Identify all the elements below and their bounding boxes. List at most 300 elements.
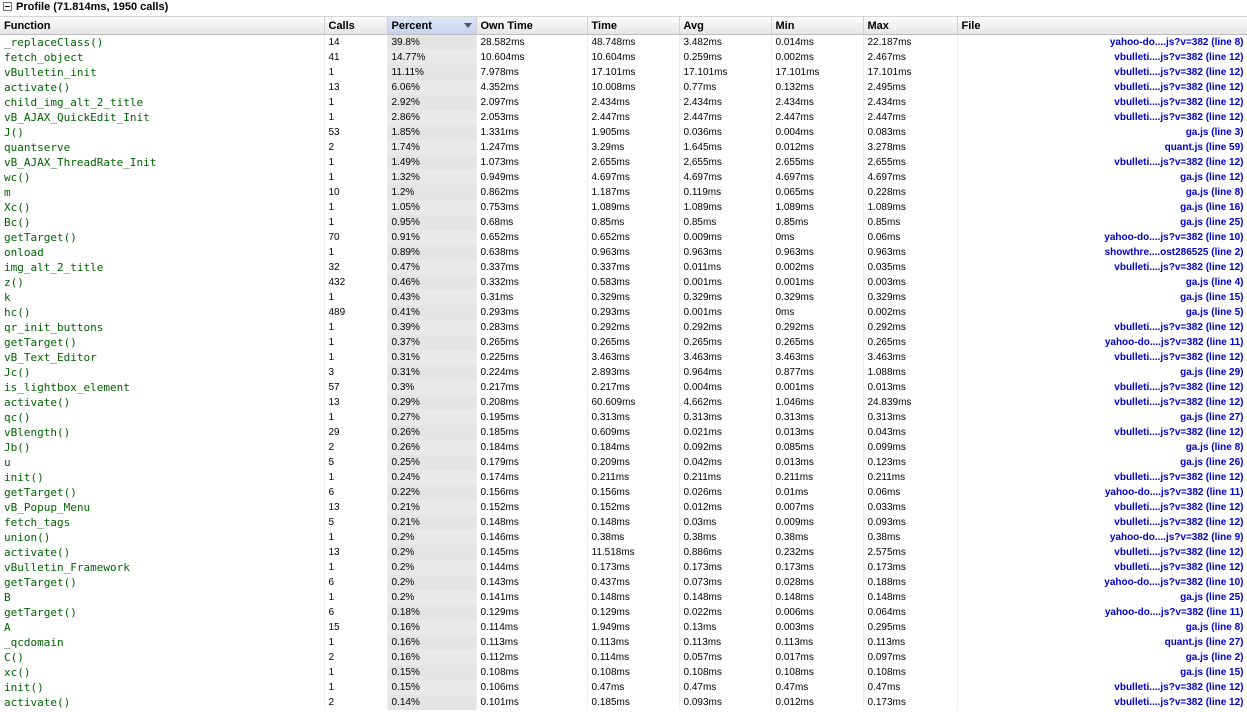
time-cell: 0.152ms — [587, 500, 679, 515]
table-row[interactable] — [0, 215, 1247, 230]
calls-cell: 1 — [324, 155, 387, 170]
file-link[interactable]: vbulleti....js?v=382 (line 12) — [957, 320, 1247, 335]
percent-cell: 0.2% — [387, 575, 476, 590]
calls-cell: 1 — [324, 335, 387, 350]
calls-cell: 13 — [324, 500, 387, 515]
calls-cell: 1 — [324, 95, 387, 110]
function-cell: activate() — [0, 395, 324, 410]
max-cell: 0.033ms — [863, 500, 957, 515]
percent-cell: 2.86% — [387, 110, 476, 125]
file-link[interactable]: quant.js (line 27) — [957, 635, 1247, 650]
file-link[interactable]: ga.js (line 29) — [957, 365, 1247, 380]
time-cell: 0.114ms — [587, 650, 679, 665]
percent-cell: 0.22% — [387, 485, 476, 500]
max-cell: 2.495ms — [863, 80, 957, 95]
function-cell: J() — [0, 125, 324, 140]
min-cell: 0.012ms — [771, 695, 863, 710]
table-row[interactable] — [0, 140, 1247, 155]
time-cell: 1.905ms — [587, 125, 679, 140]
calls-cell: 13 — [324, 545, 387, 560]
table-row[interactable] — [0, 155, 1247, 170]
own-time-cell: 0.265ms — [476, 335, 587, 350]
min-cell: 0.007ms — [771, 500, 863, 515]
own-time-cell: 1.247ms — [476, 140, 587, 155]
table-row[interactable] — [0, 95, 1247, 110]
min-cell: 0.002ms — [771, 260, 863, 275]
file-link[interactable]: vbulleti....js?v=382 (line 12) — [957, 560, 1247, 575]
calls-cell: 41 — [324, 50, 387, 65]
percent-cell: 6.06% — [387, 80, 476, 95]
file-link[interactable]: vbulleti....js?v=382 (line 12) — [957, 470, 1247, 485]
file-link[interactable]: vbulleti....js?v=382 (line 12) — [957, 155, 1247, 170]
own-time-cell: 10.604ms — [476, 50, 587, 65]
column-header-min[interactable]: Min — [771, 17, 863, 35]
table-row[interactable] — [0, 35, 1247, 51]
max-cell: 0.211ms — [863, 470, 957, 485]
file-link[interactable]: ga.js (line 25) — [957, 215, 1247, 230]
table-row[interactable] — [0, 650, 1247, 665]
max-cell: 2.447ms — [863, 110, 957, 125]
table-row[interactable] — [0, 500, 1247, 515]
function-cell: getTarget() — [0, 230, 324, 245]
table-row[interactable] — [0, 530, 1247, 545]
calls-cell: 5 — [324, 455, 387, 470]
percent-cell: 0.39% — [387, 320, 476, 335]
file-link[interactable]: ga.js (line 5) — [957, 305, 1247, 320]
table-row[interactable] — [0, 575, 1247, 590]
time-cell: 0.108ms — [587, 665, 679, 680]
table-row[interactable] — [0, 395, 1247, 410]
function-cell: wc() — [0, 170, 324, 185]
calls-cell: 13 — [324, 80, 387, 95]
own-time-cell: 0.144ms — [476, 560, 587, 575]
avg-cell: 1.089ms — [679, 200, 771, 215]
calls-cell: 1 — [324, 290, 387, 305]
file-link[interactable]: yahoo-do....js?v=382 (line 11) — [957, 335, 1247, 350]
time-cell: 0.184ms — [587, 440, 679, 455]
file-link[interactable]: ga.js (line 4) — [957, 275, 1247, 290]
own-time-cell: 0.862ms — [476, 185, 587, 200]
own-time-cell: 0.108ms — [476, 665, 587, 680]
max-cell: 0.188ms — [863, 575, 957, 590]
min-cell: 0.113ms — [771, 635, 863, 650]
time-cell: 2.447ms — [587, 110, 679, 125]
file-link[interactable]: ga.js (line 15) — [957, 290, 1247, 305]
table-row[interactable] — [0, 665, 1247, 680]
max-cell: 0.173ms — [863, 560, 957, 575]
file-link[interactable]: vbulleti....js?v=382 (line 12) — [957, 395, 1247, 410]
percent-cell: 0.18% — [387, 605, 476, 620]
file-link[interactable]: yahoo-do....js?v=382 (line 10) — [957, 230, 1247, 245]
file-link[interactable]: vbulleti....js?v=382 (line 12) — [957, 260, 1247, 275]
table-row[interactable] — [0, 545, 1247, 560]
table-row[interactable] — [0, 365, 1247, 380]
avg-cell: 0.001ms — [679, 305, 771, 320]
time-cell: 3.463ms — [587, 350, 679, 365]
min-cell: 0.003ms — [771, 620, 863, 635]
time-cell: 0.156ms — [587, 485, 679, 500]
column-header-calls[interactable]: Calls — [324, 17, 387, 35]
file-link[interactable]: ga.js (line 26) — [957, 455, 1247, 470]
time-cell: 0.652ms — [587, 230, 679, 245]
calls-cell: 1 — [324, 170, 387, 185]
function-cell: getTarget() — [0, 575, 324, 590]
file-link[interactable]: vbulleti....js?v=382 (line 12) — [957, 545, 1247, 560]
percent-cell: 11.11% — [387, 65, 476, 80]
table-row[interactable] — [0, 515, 1247, 530]
percent-cell: 0.41% — [387, 305, 476, 320]
avg-cell: 0.259ms — [679, 50, 771, 65]
own-time-cell: 0.195ms — [476, 410, 587, 425]
function-cell: init() — [0, 470, 324, 485]
function-cell: A — [0, 620, 324, 635]
file-link[interactable]: vbulleti....js?v=382 (line 12) — [957, 110, 1247, 125]
calls-cell: 1 — [324, 215, 387, 230]
own-time-cell: 2.097ms — [476, 95, 587, 110]
file-link[interactable]: vbulleti....js?v=382 (line 12) — [957, 695, 1247, 710]
percent-cell: 0.26% — [387, 425, 476, 440]
min-cell: 0.173ms — [771, 560, 863, 575]
max-cell: 0.148ms — [863, 590, 957, 605]
time-cell: 0.173ms — [587, 560, 679, 575]
own-time-cell: 0.141ms — [476, 590, 587, 605]
table-row[interactable] — [0, 380, 1247, 395]
time-cell: 0.292ms — [587, 320, 679, 335]
avg-cell: 4.697ms — [679, 170, 771, 185]
percent-cell: 1.85% — [387, 125, 476, 140]
function-cell: union() — [0, 530, 324, 545]
profile-table — [0, 17, 1247, 710]
function-cell: vB_Popup_Menu — [0, 500, 324, 515]
profile-title: Profile (71.814ms, 1950 calls) — [16, 1, 169, 13]
max-cell: 0.963ms — [863, 245, 957, 260]
time-cell: 4.697ms — [587, 170, 679, 185]
min-cell: 0.017ms — [771, 650, 863, 665]
min-cell: 0.108ms — [771, 665, 863, 680]
max-cell: 0.228ms — [863, 185, 957, 200]
column-header-function[interactable]: Function — [0, 17, 324, 35]
own-time-cell: 0.156ms — [476, 485, 587, 500]
time-cell: 60.609ms — [587, 395, 679, 410]
calls-cell: 1 — [324, 200, 387, 215]
file-link[interactable]: vbulleti....js?v=382 (line 12) — [957, 80, 1247, 95]
collapse-toggle-icon[interactable] — [3, 2, 12, 11]
function-cell: hc() — [0, 305, 324, 320]
table-row[interactable] — [0, 410, 1247, 425]
max-cell: 0.003ms — [863, 275, 957, 290]
max-cell: 2.467ms — [863, 50, 957, 65]
file-link[interactable]: yahoo-do....js?v=382 (line 10) — [957, 575, 1247, 590]
own-time-cell: 0.129ms — [476, 605, 587, 620]
file-link[interactable]: vbulleti....js?v=382 (line 12) — [957, 350, 1247, 365]
table-row[interactable] — [0, 455, 1247, 470]
max-cell: 0.173ms — [863, 695, 957, 710]
min-cell: 0.211ms — [771, 470, 863, 485]
file-link[interactable]: yahoo-do....js?v=382 (line 8) — [957, 35, 1247, 51]
percent-cell: 0.16% — [387, 620, 476, 635]
calls-cell: 489 — [324, 305, 387, 320]
max-cell: 1.088ms — [863, 365, 957, 380]
table-row[interactable] — [0, 110, 1247, 125]
time-cell: 48.748ms — [587, 35, 679, 51]
time-cell: 0.217ms — [587, 380, 679, 395]
percent-cell: 0.26% — [387, 440, 476, 455]
function-cell: vB_Text_Editor — [0, 350, 324, 365]
avg-cell: 0.265ms — [679, 335, 771, 350]
table-row[interactable] — [0, 605, 1247, 620]
column-header-time[interactable]: Time — [587, 17, 679, 35]
file-link[interactable]: ga.js (line 15) — [957, 665, 1247, 680]
max-cell: 22.187ms — [863, 35, 957, 51]
table-row[interactable] — [0, 320, 1247, 335]
function-cell: Jb() — [0, 440, 324, 455]
own-time-cell: 0.31ms — [476, 290, 587, 305]
min-cell: 0.013ms — [771, 455, 863, 470]
percent-cell: 0.46% — [387, 275, 476, 290]
file-link[interactable]: ga.js (line 3) — [957, 125, 1247, 140]
table-row[interactable] — [0, 560, 1247, 575]
avg-cell: 0.022ms — [679, 605, 771, 620]
table-row[interactable] — [0, 680, 1247, 695]
table-row[interactable] — [0, 230, 1247, 245]
percent-cell: 0.2% — [387, 530, 476, 545]
time-cell: 0.313ms — [587, 410, 679, 425]
min-cell: 0.292ms — [771, 320, 863, 335]
function-cell: C() — [0, 650, 324, 665]
profile-header — [0, 0, 1247, 17]
calls-cell: 2 — [324, 440, 387, 455]
calls-cell: 1 — [324, 560, 387, 575]
table-row[interactable] — [0, 50, 1247, 65]
calls-cell: 1 — [324, 635, 387, 650]
own-time-cell: 0.337ms — [476, 260, 587, 275]
file-link[interactable]: quant.js (line 59) — [957, 140, 1247, 155]
file-link[interactable]: vbulleti....js?v=382 (line 12) — [957, 95, 1247, 110]
table-row[interactable] — [0, 695, 1247, 710]
max-cell: 1.089ms — [863, 200, 957, 215]
file-link[interactable]: showthre....ost286525 (line 2) — [957, 245, 1247, 260]
calls-cell: 13 — [324, 395, 387, 410]
table-row[interactable] — [0, 65, 1247, 80]
file-link[interactable]: ga.js (line 12) — [957, 170, 1247, 185]
max-cell: 3.463ms — [863, 350, 957, 365]
max-cell: 0.064ms — [863, 605, 957, 620]
max-cell: 0.47ms — [863, 680, 957, 695]
table-row[interactable] — [0, 620, 1247, 635]
file-link[interactable]: ga.js (line 25) — [957, 590, 1247, 605]
avg-cell: 0.85ms — [679, 215, 771, 230]
calls-cell: 432 — [324, 275, 387, 290]
max-cell: 0.097ms — [863, 650, 957, 665]
calls-cell: 1 — [324, 530, 387, 545]
table-row[interactable] — [0, 80, 1247, 95]
avg-cell: 2.655ms — [679, 155, 771, 170]
function-cell: getTarget() — [0, 335, 324, 350]
avg-cell: 0.292ms — [679, 320, 771, 335]
file-link[interactable]: ga.js (line 27) — [957, 410, 1247, 425]
table-row[interactable] — [0, 350, 1247, 365]
min-cell: 0.065ms — [771, 185, 863, 200]
column-header-row — [0, 17, 1247, 35]
time-cell: 10.604ms — [587, 50, 679, 65]
function-cell: activate() — [0, 695, 324, 710]
table-row[interactable] — [0, 260, 1247, 275]
function-cell: xc() — [0, 665, 324, 680]
file-link[interactable]: vbulleti....js?v=382 (line 12) — [957, 500, 1247, 515]
min-cell: 0.963ms — [771, 245, 863, 260]
percent-cell: 1.32% — [387, 170, 476, 185]
time-cell: 0.209ms — [587, 455, 679, 470]
avg-cell: 0.47ms — [679, 680, 771, 695]
max-cell: 0.295ms — [863, 620, 957, 635]
file-link[interactable]: ga.js (line 8) — [957, 185, 1247, 200]
table-row[interactable] — [0, 125, 1247, 140]
percent-cell: 0.24% — [387, 470, 476, 485]
own-time-cell: 1.073ms — [476, 155, 587, 170]
file-link[interactable]: vbulleti....js?v=382 (line 12) — [957, 380, 1247, 395]
table-row[interactable] — [0, 170, 1247, 185]
own-time-cell: 0.174ms — [476, 470, 587, 485]
calls-cell: 2 — [324, 650, 387, 665]
min-cell: 0.085ms — [771, 440, 863, 455]
column-header-avg[interactable]: Avg — [679, 17, 771, 35]
function-cell: activate() — [0, 80, 324, 95]
time-cell: 0.148ms — [587, 590, 679, 605]
file-link[interactable]: ga.js (line 8) — [957, 440, 1247, 455]
max-cell: 3.278ms — [863, 140, 957, 155]
calls-cell: 1 — [324, 110, 387, 125]
function-cell: vBulletin_Framework — [0, 560, 324, 575]
file-link[interactable]: yahoo-do....js?v=382 (line 11) — [957, 605, 1247, 620]
max-cell: 0.06ms — [863, 230, 957, 245]
own-time-cell: 0.225ms — [476, 350, 587, 365]
function-cell: child_img_alt_2_title — [0, 95, 324, 110]
table-row[interactable] — [0, 245, 1247, 260]
own-time-cell: 28.582ms — [476, 35, 587, 51]
time-cell: 10.008ms — [587, 80, 679, 95]
time-cell: 0.293ms — [587, 305, 679, 320]
table-row[interactable] — [0, 185, 1247, 200]
file-link[interactable]: ga.js (line 16) — [957, 200, 1247, 215]
percent-cell: 14.77% — [387, 50, 476, 65]
table-row[interactable] — [0, 485, 1247, 500]
own-time-cell: 0.753ms — [476, 200, 587, 215]
function-cell: B — [0, 590, 324, 605]
min-cell: 0.47ms — [771, 680, 863, 695]
file-link[interactable]: vbulleti....js?v=382 (line 12) — [957, 425, 1247, 440]
max-cell: 0.113ms — [863, 635, 957, 650]
table-row[interactable] — [0, 305, 1247, 320]
function-cell: _replaceClass() — [0, 35, 324, 51]
percent-cell: 0.31% — [387, 350, 476, 365]
avg-cell: 2.447ms — [679, 110, 771, 125]
column-header-percent[interactable] — [387, 17, 476, 35]
time-cell: 0.329ms — [587, 290, 679, 305]
table-row[interactable] — [0, 200, 1247, 215]
own-time-cell: 0.293ms — [476, 305, 587, 320]
calls-cell: 70 — [324, 230, 387, 245]
column-header-max[interactable]: Max — [863, 17, 957, 35]
time-cell: 0.337ms — [587, 260, 679, 275]
table-row[interactable] — [0, 635, 1247, 650]
calls-cell: 1 — [324, 350, 387, 365]
percent-cell: 1.49% — [387, 155, 476, 170]
min-cell: 0.38ms — [771, 530, 863, 545]
own-time-cell: 1.331ms — [476, 125, 587, 140]
function-cell: u — [0, 455, 324, 470]
percent-cell: 0.15% — [387, 680, 476, 695]
max-cell: 0.329ms — [863, 290, 957, 305]
avg-cell: 0.001ms — [679, 275, 771, 290]
calls-cell: 29 — [324, 425, 387, 440]
percent-cell: 0.43% — [387, 290, 476, 305]
own-time-cell: 0.112ms — [476, 650, 587, 665]
avg-cell: 2.434ms — [679, 95, 771, 110]
table-row[interactable] — [0, 470, 1247, 485]
percent-cell: 0.25% — [387, 455, 476, 470]
function-cell: activate() — [0, 545, 324, 560]
min-cell: 0.148ms — [771, 590, 863, 605]
time-cell: 3.29ms — [587, 140, 679, 155]
avg-cell: 0.113ms — [679, 635, 771, 650]
table-row[interactable] — [0, 275, 1247, 290]
min-cell: 0.265ms — [771, 335, 863, 350]
own-time-cell: 0.152ms — [476, 500, 587, 515]
file-link[interactable]: yahoo-do....js?v=382 (line 11) — [957, 485, 1247, 500]
percent-cell: 0.16% — [387, 635, 476, 650]
own-time-cell: 0.114ms — [476, 620, 587, 635]
own-time-cell: 0.68ms — [476, 215, 587, 230]
function-cell: img_alt_2_title — [0, 260, 324, 275]
own-time-cell: 0.145ms — [476, 545, 587, 560]
file-link[interactable]: vbulleti....js?v=382 (line 12) — [957, 50, 1247, 65]
file-link[interactable]: ga.js (line 2) — [957, 650, 1247, 665]
column-header-own-time[interactable]: Own Time — [476, 17, 587, 35]
time-cell: 0.38ms — [587, 530, 679, 545]
function-cell: _qcdomain — [0, 635, 324, 650]
own-time-cell: 0.217ms — [476, 380, 587, 395]
min-cell: 0.013ms — [771, 425, 863, 440]
percent-cell: 0.2% — [387, 560, 476, 575]
calls-cell: 1 — [324, 590, 387, 605]
calls-cell: 15 — [324, 620, 387, 635]
max-cell: 0.292ms — [863, 320, 957, 335]
table-row[interactable] — [0, 440, 1247, 455]
file-link[interactable]: yahoo-do....js?v=382 (line 9) — [957, 530, 1247, 545]
min-cell: 0.313ms — [771, 410, 863, 425]
min-cell: 0.01ms — [771, 485, 863, 500]
file-link[interactable]: vbulleti....js?v=382 (line 12) — [957, 65, 1247, 80]
table-row[interactable] — [0, 335, 1247, 350]
column-header-file[interactable]: File — [957, 17, 1247, 35]
max-cell: 0.083ms — [863, 125, 957, 140]
calls-cell: 1 — [324, 410, 387, 425]
file-link[interactable]: ga.js (line 8) — [957, 620, 1247, 635]
own-time-cell: 0.106ms — [476, 680, 587, 695]
table-row[interactable] — [0, 590, 1247, 605]
min-cell: 0.002ms — [771, 50, 863, 65]
percent-cell: 0.89% — [387, 245, 476, 260]
file-link[interactable]: vbulleti....js?v=382 (line 12) — [957, 680, 1247, 695]
file-link[interactable]: vbulleti....js?v=382 (line 12) — [957, 515, 1247, 530]
function-cell: getTarget() — [0, 485, 324, 500]
table-row[interactable] — [0, 425, 1247, 440]
percent-cell: 0.14% — [387, 695, 476, 710]
avg-cell: 3.463ms — [679, 350, 771, 365]
time-cell: 0.583ms — [587, 275, 679, 290]
table-row[interactable] — [0, 290, 1247, 305]
function-cell: is_lightbox_element — [0, 380, 324, 395]
